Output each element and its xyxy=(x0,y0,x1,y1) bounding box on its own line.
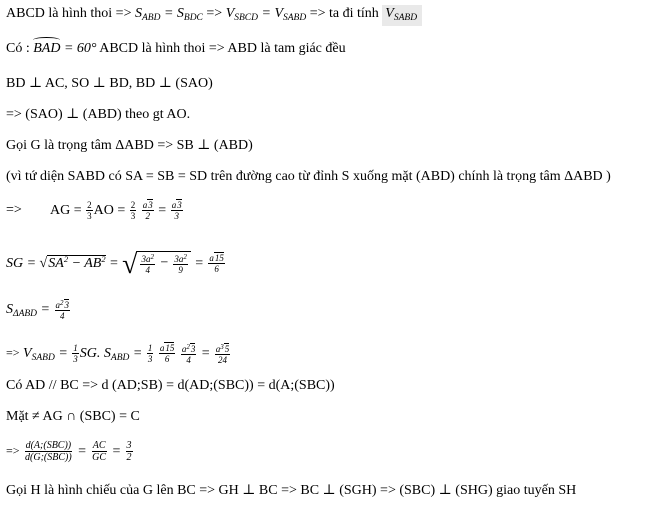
line-10 xyxy=(6,342,231,367)
formula-v-sbcd: $V_{SBCD} = V_{SABD}$ xyxy=(225,6,307,23)
line-2-text-b: ABCD là hình thoi => ABD là tam giác đều xyxy=(99,41,346,56)
line-7 xyxy=(6,200,184,221)
line-1-text-c: => ta đi tính xyxy=(309,6,383,21)
line-13: Có AD // BC => d (AD;SB) = d(AD;(SBC)) = d(A;(SBC)) xyxy=(6,378,335,393)
formula-v-sabd: $V_{SABD}$ = $\frac{1}{3}$ SG. $S_{ABD}$ = $\frac{1}{3}$ $\frac{a15}{6}$ $\frac{a^23}{4}$ = $\frac{a^35}{24}$ xyxy=(23,343,230,365)
line-15 xyxy=(6,440,134,463)
line-1-text-b: => xyxy=(206,6,226,21)
line-16: Gọi H là hình chiếu của G lên BC => GH ⊥ BC => BC ⊥ (SGH) => (SBC) ⊥ (SHG) giao tuyến SH xyxy=(6,483,577,498)
formula-s-abd: $S_{ABD} = S_{BDC}$ xyxy=(134,6,203,23)
line-10-arrow: => xyxy=(6,345,20,360)
line-5: Gọi G là trọng tâm ΔABD => SB ⊥ (ABD) xyxy=(6,138,253,153)
line-1-text-a: ABCD là hình thoi => xyxy=(6,6,135,21)
formula-ag: AG = $\frac{2}{3}$ AO = $\frac{2}{3}$ $\frac{a3}{2}$ = $\frac{a3}{3}$ xyxy=(50,200,182,221)
line-2 xyxy=(6,40,346,58)
formula-angle-bad: BAD = 60° xyxy=(33,41,97,56)
formula-distance-ratio: $\frac{\text{d(A;(SBC))}}{\text{d(G;(SBC))}}$ = $\frac{AC}{GC}$ = $\frac{3}{2}$ xyxy=(25,440,132,463)
line-1 xyxy=(6,5,422,27)
line-2-text-a: Có : xyxy=(6,41,34,56)
formula-sg: SG = $√SA^2 - AB^2$ = √ $\frac{3a^2}{4}$ − $\frac{3a^2}{9}$ = $\frac{a15}{6}$ xyxy=(6,249,224,280)
formula-v-sabd-highlight: $V_{SABD}$ xyxy=(382,5,422,26)
line-7-arrow: => xyxy=(6,202,22,218)
formula-s-triangle-abd: $S_{\Delta ABD}$ = $\frac{a^23}{4}$ xyxy=(6,299,69,321)
line-4: => (SAO) ⊥ (ABD) theo gt AO. xyxy=(6,107,191,122)
line-3: BD ⊥ AC, SO ⊥ BD, BD ⊥ (SAO) xyxy=(6,76,213,91)
line-14: Mặt ≠ AG ∩ (SBC) = C xyxy=(6,409,140,424)
line-15-arrow: => xyxy=(6,443,20,458)
line-8 xyxy=(6,249,226,280)
line-6: (vì tứ diện SABD có SA = SB = SD trên đường cao từ đỉnh S xuống mặt (ABD) chính là trọng tâm ΔABD ) xyxy=(6,169,611,184)
line-9 xyxy=(6,298,71,323)
